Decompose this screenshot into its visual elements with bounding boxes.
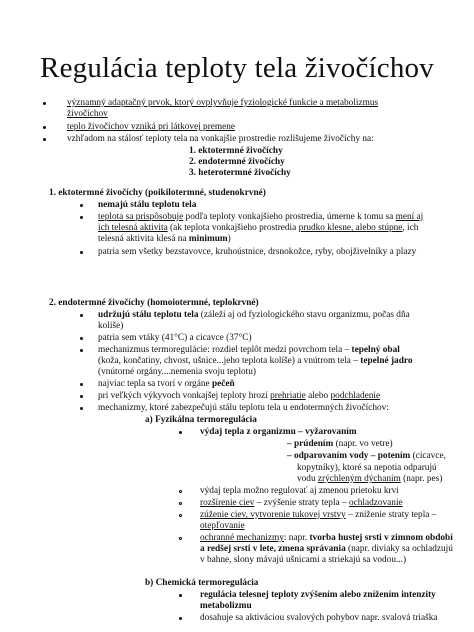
subsection-b-heading: b) Chemická termoregulácia — [145, 578, 259, 588]
a-item-10: ochranné mechanizmy: napr. tvorba hustej srsti v zimnom období — [200, 533, 453, 543]
a-item-11: a redšej srsti v lete, zmena správania (napr. diviaky sa ochladzujú — [200, 544, 453, 554]
a-item-5: vodu zrýchleným dýchaním (napr. pes) — [297, 474, 443, 484]
section-1-heading: 1. ektotermné živočíchy (poikilotermné, studenokrvné) — [49, 188, 266, 198]
s2-item-3-line-2: (koža, končatiny, chvost, ušnice...jeho teplota kolíše) a vnútrom tela – tepelné jadro — [98, 356, 413, 366]
bullet-icon — [43, 126, 46, 129]
s2-item-3-line-1: mechanizmus termoregulácie: rozdiel teplôt medzi povrchom tela – tepelný obal — [98, 345, 400, 355]
s1-item-2-line-3: telesná aktivita klesá na minimum) — [98, 234, 231, 244]
s1-item-3: patria sem všetky bezstavovce, kruhoústnice, drsnokožce, ryby, obojživelníky a plazy — [98, 247, 417, 257]
bullet-icon — [80, 337, 83, 340]
bullet-icon — [80, 395, 83, 398]
intro-bullet-1-line-2: živočíchov — [67, 109, 108, 119]
circle-bullet-icon — [179, 502, 182, 505]
s1-item-1: nemajú stálu teplotu tela — [98, 200, 197, 210]
bullet-icon — [80, 383, 83, 386]
a-item-9: otepľovanie — [200, 521, 245, 531]
bullet-icon — [80, 204, 83, 207]
bullet-icon — [179, 594, 182, 597]
circle-bullet-icon — [179, 537, 182, 540]
a-item-3: – odparovaním vody – potením (cicavce, — [287, 451, 446, 461]
s2-item-5: pri veľkých výkyvoch vonkajšej teploty hrozí prehriatie alebo podchladenie — [98, 391, 381, 401]
b-item-1-line-2: metabolizmu — [200, 601, 252, 611]
a-item-2: – prúdením (napr. vo vetre) — [287, 439, 393, 449]
s2-item-2: patria sem vtáky (41°C) a cicavce (37°C) — [98, 333, 252, 343]
a-item-8: zúženie ciev, vytvorenie tukovej vrstvy – zníženie straty tepla – — [200, 510, 437, 520]
s2-item-4: najviac tepla sa tvorí v orgáne pečeň — [98, 379, 235, 389]
s2-item-3-line-3: (vnútorné orgány....nemenia svoju teplotu) — [98, 367, 257, 377]
a-item-4: kopytníky), ktoré sa nepotia odparujú — [297, 463, 437, 473]
a-item-1: výdaj tepla z organizmu – vyžarovaním — [200, 427, 357, 437]
s2-item-6: mechanizmy, ktoré zabezpečujú stálu teplotu tela u endotermných živočíchov: — [98, 403, 389, 413]
a-item-6: výdaj tepla možno regulovať aj zmenou prietoku krvi — [200, 486, 399, 496]
type-list-item-1: 1. ektotermné živočíchy — [189, 146, 283, 156]
bullet-icon — [80, 251, 83, 254]
type-list-item-2: 2. endotermné živočíchy — [189, 157, 285, 167]
circle-bullet-icon — [179, 490, 182, 493]
bullet-icon — [80, 314, 83, 317]
bullet-icon — [80, 407, 83, 410]
bullet-icon — [43, 138, 46, 141]
s1-item-2-line-2: ich telesná aktivita (ak teplota vonkajšieho prostredia prudko klesne, alebo stúpne, ich — [98, 223, 419, 233]
circle-bullet-icon — [179, 514, 182, 517]
intro-bullet-2: teplo živočíchov vzniká pri látkovej premene — [67, 122, 236, 132]
intro-bullet-1-line-1: významný adaptačný prvok, ktorý ovplyvňuje fyziologické funkcie a metabolizmus — [67, 98, 379, 108]
b-item-1-line-1: regulácia telesnej teploty zvýšením alebo znížením intenzity — [200, 590, 436, 600]
bullet-icon — [179, 431, 182, 434]
a-item-12: v bahne, slony mávajú ušnicami a striekajú sa vodou...) — [200, 555, 407, 565]
bullet-icon — [179, 617, 182, 620]
section-2-heading: 2. endotermné živočíchy (homoiotermné, teplokrvné) — [49, 298, 259, 308]
bullet-icon — [80, 349, 83, 352]
s1-item-2-line-1: teplota sa prispôsobuje podľa teploty vonkajšieho prostredia, úmerne k tomu sa mení aj — [98, 212, 424, 222]
bullet-icon — [43, 102, 46, 105]
bullet-icon — [80, 216, 83, 219]
page-title: Regulácia teploty tela živočíchov — [40, 52, 434, 84]
s2-item-1-line-2: kolíše) — [98, 321, 124, 331]
s2-item-1-line-1: udržujú stálu teplotu tela (záleží aj od fyziologického stavu organizmu, počas dňa — [98, 310, 410, 320]
type-list-item-3: 3. heterotermné živočíchy — [189, 168, 291, 178]
subsection-a-heading: a) Fyzikálna termoregulácia — [145, 415, 257, 425]
b-item-2: dosahuje sa aktiváciou svalových pohybov napr. svalová triaška — [200, 613, 438, 623]
intro-bullet-3: vzhľadom na stálosť teploty tela na vonkajšie prostredie rozlišujeme živočíchy na: — [67, 134, 374, 144]
a-item-7: rozšírenie ciev – zvýšenie straty tepla – ochladzovanie — [200, 498, 403, 508]
